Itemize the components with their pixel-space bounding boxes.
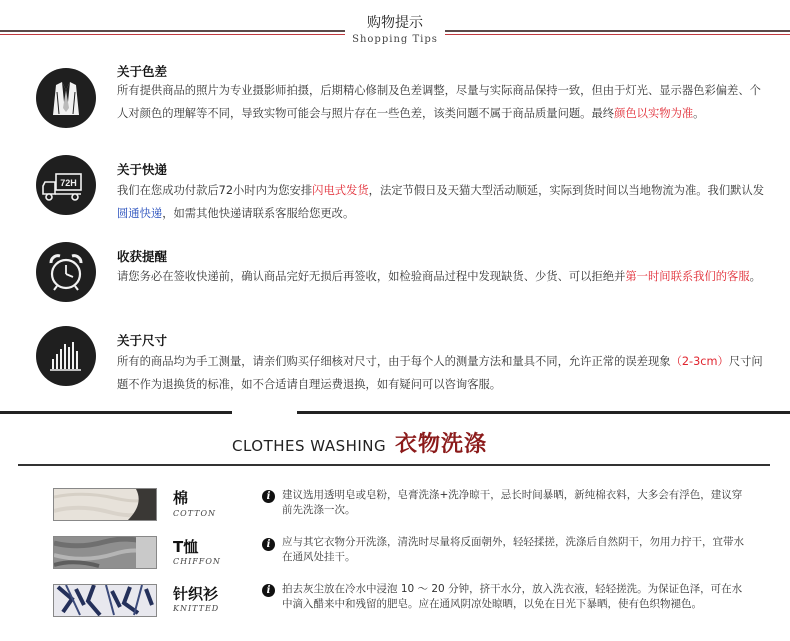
tip-title-delivery: 关于快递 [117,162,168,177]
tip-text-part: ，法定节假日及天猫大型活动顺延，实际到货时间以当地物流为准。我们默认发 [368,184,765,197]
fabric-name-cotton: 棉 [173,489,189,507]
truck-badge: 72H [60,178,77,188]
tip-title-size: 关于尺寸 [117,333,168,348]
cotton-swatch [53,488,157,521]
tip-text-color [117,79,767,125]
section-divider-left [0,411,232,414]
info-icon: i [262,584,275,597]
fabric-name-knitted: 针织衫 [173,585,219,603]
tip-text-part: ，如需其他快递请联系客服给您更改。 [162,207,355,220]
ruler-bars-icon [36,326,96,386]
fabric-en-knitted: KNITTED [173,604,220,613]
tip-text-part: 请您务必在签收快递前，确认商品完好无损后再签收，如检验商品过程中发现缺货、少货、可以拒绝并 [117,270,626,283]
tip-text-size [117,350,772,396]
tip-text-highlight: 第一时间联系我们的客服 [625,270,750,283]
washing-text-chiffon: 应与其它衣物分开洗涤，清洗时尽量将反面朝外，轻轻揉搓，洗涤后自然阴干，勿用力拧干，宜带水在通风处挂干。 [282,536,744,563]
tip-text-highlight: （2-3cm） [670,355,729,368]
tip-title-color: 关于色差 [117,64,168,79]
tip-text-part: 所有的商品均为手工测量，请亲们购买仔细核对尺寸，由于每个人的测量方法和量具不同，允许正常的误差现象 [117,355,671,368]
suit-icon [36,68,96,128]
fabric-name-chiffon: T恤 [173,538,199,556]
washing-rule [18,464,770,466]
tip-text-highlight: 闪电式发货 [312,184,369,197]
truck-72h-icon [36,155,96,215]
washing-title-en: CLOTHES WASHING [232,437,387,455]
washing-text-knitted: 拍去灰尘放在冷水中浸泡 10 ～ 20 分钟，挤干水分，放入洗衣液，轻轻搓洗。为保证色泽，可在水中滴入醋来中和残留的肥皂。应在通风阴凉处晾晒，以免在日光下暴晒，使有色织物褪色。 [282,583,743,610]
tip-text-delivery [117,179,767,225]
alarm-clock-icon [36,242,96,302]
tip-text-part: 。 [693,107,705,120]
washing-title-cn: 衣物洗涤 [395,432,488,457]
washing-text-cotton: 建议选用透明皂或皂粉，皂膏洗涤+洗净晾干，忌长时间暴晒，新纯棉衣料，大多会有浮色，建议穿前先洗涤一次。 [282,489,743,516]
info-icon: i [262,490,275,503]
section-divider-right [297,411,790,414]
tip-text-part: 尺寸问题不作为退换货的标准，如不合适请自理运费退换，如有疑问可以咨询客服。 [117,355,763,391]
fabric-en-cotton: COTTON [173,509,217,518]
tip-text-part: 所有提供商品的照片为专业摄影师拍摄，后期精心修制及色差调整，尽量与实际商品保持一致，但由于灯光、显示器色彩偏差、个人对颜色的理解等不同，导致实物可能会与照片存在一些色差，该类问题不属于商品质量问题。最终 [117,84,761,120]
tip-text-highlight: 颜色以实物为准 [614,107,694,120]
chiffon-swatch [53,536,157,569]
knitted-swatch [53,584,157,617]
tip-title-receipt: 收获提醒 [117,249,168,264]
tip-text-courier: 圆通快递 [117,207,163,220]
tip-text-part: 。 [749,270,761,283]
page-title: 购物提示 [367,15,423,31]
info-icon: i [262,538,275,551]
page-subtitle: Shopping Tips [352,34,438,45]
fabric-en-chiffon: CHIFFON [173,557,221,566]
tip-text-receipt [117,265,767,288]
tip-text-part: 我们在您成功付款后72小时内为您安排 [117,184,313,197]
